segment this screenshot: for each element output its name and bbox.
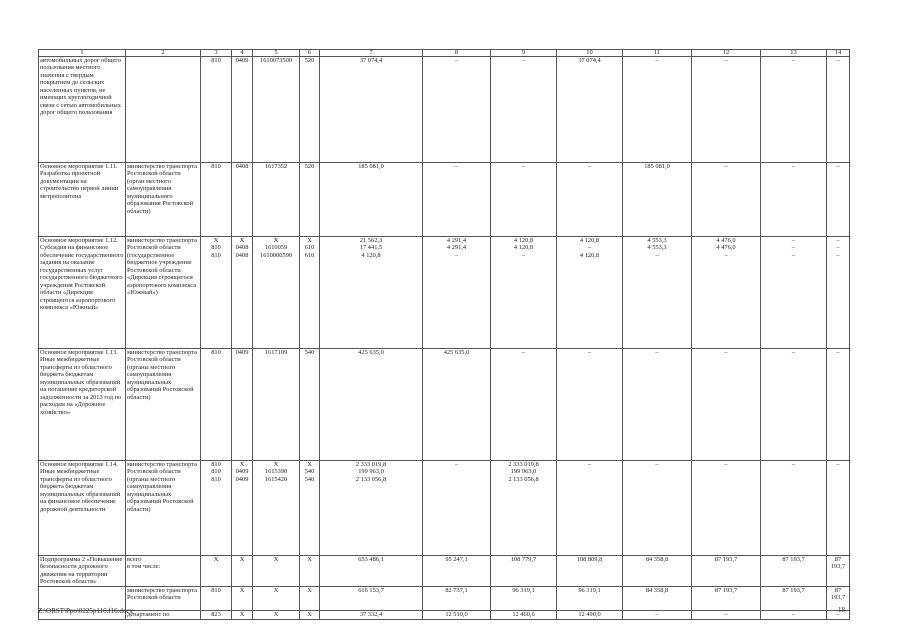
table-row xyxy=(39,586,850,610)
executor-cell xyxy=(126,57,201,163)
table-row xyxy=(39,461,850,556)
header-cell: 3 xyxy=(201,50,232,57)
value-cell-c8: – xyxy=(423,461,491,556)
value-cell-c11: – xyxy=(623,57,692,163)
program-table xyxy=(38,49,850,620)
value-cell-c9: – xyxy=(491,349,557,461)
table-row xyxy=(39,610,850,619)
value-cell-c14: – xyxy=(827,57,850,163)
activity-name-cell: Основное мероприятие 1.13. Иные межбюджетные трансферты из областного бюджета бюджетам муниципальных образований на погашение кредиторской задолженности за 2013 год по расходам на «Дорожное хозяйство» xyxy=(39,349,126,461)
value-cell-c8: 425 635,0 xyxy=(423,349,491,461)
value-cell-c11: 185 081,0 xyxy=(623,163,692,237)
value-cell-c9: 96 319,1 xyxy=(491,586,557,610)
value-cell-c10: – xyxy=(557,163,623,237)
value-cell-c7: 37 074,4 xyxy=(320,57,423,163)
value-cell-c6: 520 xyxy=(300,163,320,237)
value-cell-c3: 810 xyxy=(201,163,232,237)
value-cell-c9: 12 460,6 xyxy=(491,610,557,619)
activity-name-cell: Основное мероприятие 1.14. Иные межбюджетные трансферты из областного бюджета бюджетам муниципальных образований на финансовое обеспечение дорожной деятельности xyxy=(39,461,126,556)
value-cell-c8: 82 737,1 xyxy=(423,586,491,610)
value-cell-c12: – xyxy=(692,461,761,556)
value-cell-c9: 4 120,8 4 120,8 – xyxy=(491,237,557,349)
value-cell-c3: 810 xyxy=(201,349,232,461)
value-cell-c12: – xyxy=(692,610,761,619)
value-cell-c14: – – – xyxy=(827,237,850,349)
value-cell-c8: 4 291,4 4 291,4 – xyxy=(423,237,491,349)
table-row xyxy=(39,556,850,587)
value-cell-c14: 87 193,7 xyxy=(827,586,850,610)
value-cell-c13: 87 193,7 xyxy=(761,586,827,610)
value-cell-c3: 810 xyxy=(201,57,232,163)
executor-cell: министерство транспорта Ростовской области (орган местного самоуправления муниципального образования Ростовской области) xyxy=(126,163,201,237)
value-cell-c8: 95 247,1 xyxy=(423,556,491,587)
value-cell-c6: Х 540 540 xyxy=(300,461,320,556)
value-cell-c6: Х xyxy=(300,556,320,587)
header-cell: 2 xyxy=(126,50,201,57)
header-cell: 13 xyxy=(761,50,827,57)
value-cell-c10: 108 809,8 xyxy=(557,556,623,587)
value-cell-c3: 823 xyxy=(201,610,232,619)
value-cell-c13: – xyxy=(761,610,827,619)
value-cell-c5: 1617352 xyxy=(253,163,300,237)
value-cell-c9: 2 333 019,8 199 963,0 2 133 056,8 xyxy=(491,461,557,556)
value-cell-c11: 84 358,8 xyxy=(623,586,692,610)
value-cell-c3: Х 810 810 xyxy=(201,237,232,349)
value-cell-c12: – xyxy=(692,57,761,163)
value-cell-c11: 4 553,3 4 553,3 – xyxy=(623,237,692,349)
activity-name-cell: Основное мероприятие 1.11. Разработка проектной документации на строительство первой линии метрополитена xyxy=(39,163,126,237)
value-cell-c14: – xyxy=(827,349,850,461)
value-cell-c14: – xyxy=(827,610,850,619)
executor-cell: всего в том числе: xyxy=(126,556,201,587)
header-cell: 5 xyxy=(253,50,300,57)
value-cell-c4: Х 0409 0409 xyxy=(232,461,253,556)
value-cell-c5: Х xyxy=(253,556,300,587)
value-cell-c9: – xyxy=(491,163,557,237)
value-cell-c6: Х xyxy=(300,610,320,619)
file-path: Z:\ORST\Ppo\0225p116.f16.docx xyxy=(38,607,134,615)
value-cell-c13: 87 193,7 xyxy=(761,556,827,587)
header-cell: 8 xyxy=(423,50,491,57)
value-cell-c10: 4 120,8 – 4 120,8 xyxy=(557,237,623,349)
value-cell-c13: – xyxy=(761,349,827,461)
value-cell-c5: Х xyxy=(253,610,300,619)
value-cell-c5: Х 1610059 1610000590 xyxy=(253,237,300,349)
value-cell-c3: 810 xyxy=(201,586,232,610)
value-cell-c12: – xyxy=(692,349,761,461)
header-cell: 7 xyxy=(320,50,423,57)
value-cell-c7: 653 486,1 xyxy=(320,556,423,587)
value-cell-c8: 12 510,0 xyxy=(423,610,491,619)
value-cell-c7: 425 635,0 xyxy=(320,349,423,461)
header-row xyxy=(39,50,850,57)
header-cell: 12 xyxy=(692,50,761,57)
value-cell-c13: – – – xyxy=(761,237,827,349)
value-cell-c5: Х 1615390 1615420 xyxy=(253,461,300,556)
value-cell-c4: Х 0408 0408 xyxy=(232,237,253,349)
value-cell-c13: – xyxy=(761,163,827,237)
value-cell-c8: – xyxy=(423,163,491,237)
value-cell-c10: 96 319,1 xyxy=(557,586,623,610)
value-cell-c14: 87 193,7 xyxy=(827,556,850,587)
executor-cell: министерство транспорта Ростовской области xyxy=(126,586,201,610)
page-number: 18 xyxy=(838,606,845,614)
header-cell: 9 xyxy=(491,50,557,57)
value-cell-c10: – xyxy=(557,461,623,556)
executor-cell: министерство транспорта Ростовской области (органы местного самоуправления муниципальных образований Ростовской области) xyxy=(126,461,201,556)
activity-name-cell: Подпрограмма 2 «Повышение безопасности дорожного движения на территории Ростовской области» xyxy=(39,556,126,587)
value-cell-c13: – xyxy=(761,57,827,163)
header-cell: 14 xyxy=(827,50,850,57)
value-cell-c4: Х xyxy=(232,610,253,619)
value-cell-c5: 1617109 xyxy=(253,349,300,461)
value-cell-c6: 540 xyxy=(300,349,320,461)
table-row xyxy=(39,57,850,163)
header-cell: 10 xyxy=(557,50,623,57)
value-cell-c8: – xyxy=(423,57,491,163)
header-cell: 1 xyxy=(39,50,126,57)
value-cell-c10: – xyxy=(557,349,623,461)
value-cell-c6: Х 610 610 xyxy=(300,237,320,349)
value-cell-c3: Х xyxy=(201,556,232,587)
header-cell: 6 xyxy=(300,50,320,57)
value-cell-c4: Х xyxy=(232,556,253,587)
value-cell-c10: 12 490,0 xyxy=(557,610,623,619)
value-cell-c12: 87 193,7 xyxy=(692,586,761,610)
value-cell-c11: – xyxy=(623,461,692,556)
value-cell-c4: Х xyxy=(232,586,253,610)
executor-cell: министерство транспорта Ростовской области (органы местного самоуправления муниципальных образований Ростовской области) xyxy=(126,349,201,461)
value-cell-c10: 37 074,4 xyxy=(557,57,623,163)
value-cell-c11: – xyxy=(623,610,692,619)
value-cell-c4: 0408 xyxy=(232,163,253,237)
value-cell-c6: Х xyxy=(300,586,320,610)
table-row xyxy=(39,237,850,349)
value-cell-c12: 87 193,7 xyxy=(692,556,761,587)
value-cell-c4: 0409 xyxy=(232,349,253,461)
value-cell-c7: 616 153,7 xyxy=(320,586,423,610)
value-cell-c7: 21 562,3 17 441,5 4 120,8 xyxy=(320,237,423,349)
value-cell-c7: 37 332,4 xyxy=(320,610,423,619)
activity-name-cell: автомобильных дорог общего пользования местного значения с твердым покрытием до сельских населенных пунктов, не имеющих круглогодичной связи с сетью автомобильных дорог общего пользования xyxy=(39,57,126,163)
value-cell-c12: 4 476,0 4 476,0 – xyxy=(692,237,761,349)
value-cell-c7: 185 081,0 xyxy=(320,163,423,237)
table-row xyxy=(39,163,850,237)
value-cell-c5: Х xyxy=(253,586,300,610)
value-cell-c3: 810 810 810 xyxy=(201,461,232,556)
value-cell-c13: – xyxy=(761,461,827,556)
value-cell-c11: 84 358,8 xyxy=(623,556,692,587)
value-cell-c12: – xyxy=(692,163,761,237)
value-cell-c6: 520 xyxy=(300,57,320,163)
header-cell: 11 xyxy=(623,50,692,57)
executor-cell: департамент по xyxy=(126,610,201,619)
activity-name-cell: Основное мероприятие 1.12. Субсидия на финансовое обеспечение государственного задания на оказание государственных услуг государственного бюджетного учреждения Ростовской области «Дирекция строящегося аэропортового комплекса «Южный» xyxy=(39,237,126,349)
value-cell-c4: 0409 xyxy=(232,57,253,163)
value-cell-c5: 1610073500 xyxy=(253,57,300,163)
header-cell: 4 xyxy=(232,50,253,57)
table-row xyxy=(39,349,850,461)
executor-cell: министерство транспорта Ростовской области (государственное бюджетное учреждение Ростовской области «Дирекция строящегося аэропортового комплекса «Южный») xyxy=(126,237,201,349)
value-cell-c14: – xyxy=(827,461,850,556)
value-cell-c14: – xyxy=(827,163,850,237)
value-cell-c9: 108 779,7 xyxy=(491,556,557,587)
value-cell-c9: – xyxy=(491,57,557,163)
value-cell-c7: 2 333 019,8 199 963,0 2 133 056,8 xyxy=(320,461,423,556)
value-cell-c11: – xyxy=(623,349,692,461)
